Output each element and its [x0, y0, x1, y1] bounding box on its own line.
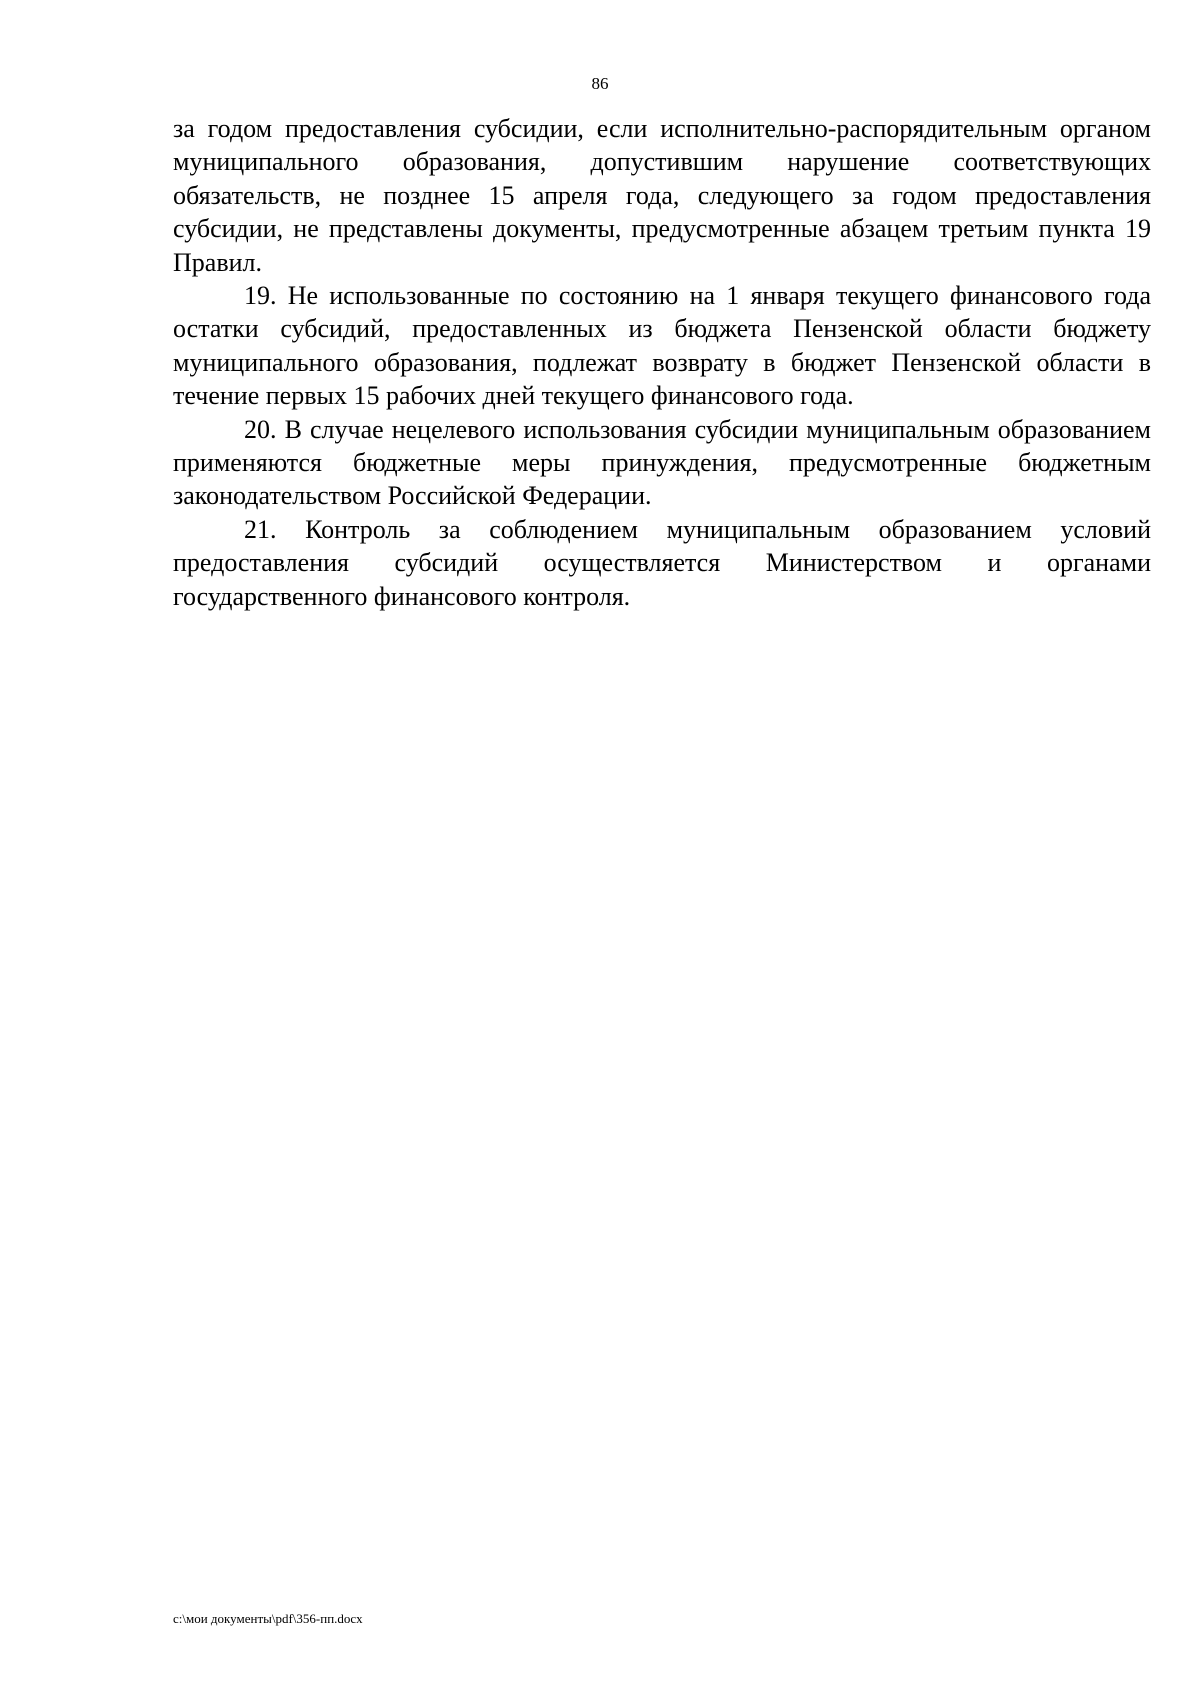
- paragraph-continuation: за годом предоставления субсидии, если исполнительно-распорядительным органом муниципального образования, допустившим нарушение соответствующих обязательств, не позднее 15 апреля года, следующего за годом предоставления субсидии, не представлены документы, предусмотренные абзацем третьим пункта 19 Правил.: [173, 114, 1151, 277]
- document-body: [173, 112, 1151, 613]
- paragraph-item-19: 19. Не использованные по состоянию на 1 января текущего финансового года остатки субсидий, предоставленных из бюджета Пензенской области бюджету муниципального образования, подлежат возврату в бюджет Пензенской области в течение первых 15 рабочих дней текущего финансового года.: [173, 281, 1151, 411]
- paragraph-item-20: 20. В случае нецелевого использования субсидии муниципальным образованием применяются бюджетные меры принуждения, предусмотренные бюджетным законодательством Российской Федерации.: [173, 414, 1151, 511]
- footer-file-path: c:\мои документы\pdf\356-пп.docx: [173, 1611, 363, 1626]
- paragraph-item-21: 21. Контроль за соблюдением муниципальным образованием условий предоставления субсидий осуществляется Министерством и органами государственного финансового контроля.: [173, 514, 1151, 611]
- page-number: 86: [591, 74, 609, 93]
